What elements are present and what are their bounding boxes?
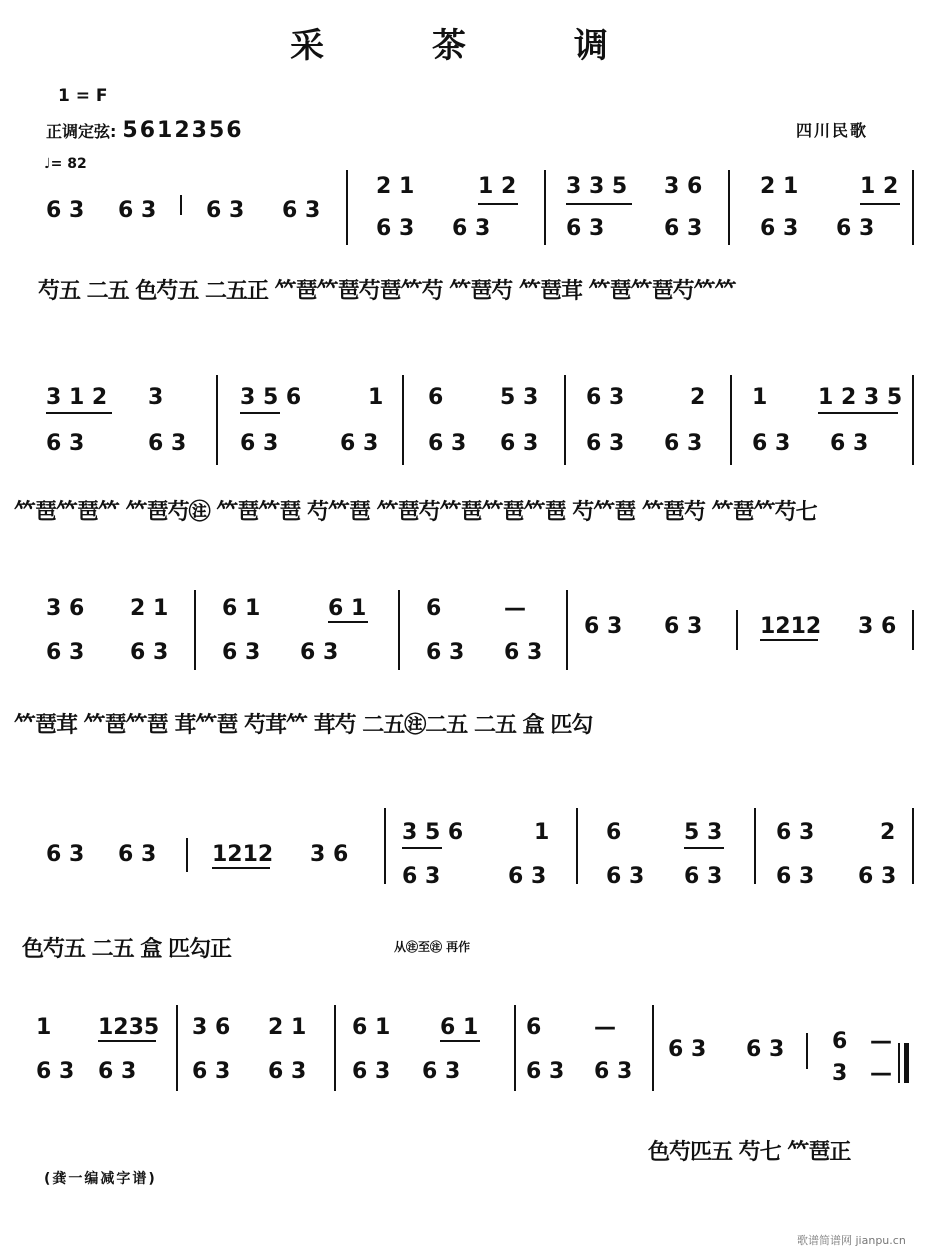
note: 3 6 — [310, 842, 349, 867]
note: 6 3 — [130, 640, 169, 665]
note: 6 — [426, 596, 442, 621]
note: 1 — [534, 820, 550, 845]
repeat-instruction: 从㊟至㊟ 再作 — [394, 940, 471, 954]
note: 3 6 — [664, 174, 703, 199]
note: 6 3 — [586, 385, 625, 410]
note: 6 3 — [526, 1059, 565, 1084]
note: 3 6 — [192, 1015, 231, 1040]
note: 6 — [832, 1029, 848, 1054]
tablature-line: 芍五 二五 色芍五 二五正 𥫗琶𥫗琶芍琶𥫗芍 𥫗琶芍 𥫗琶茸 𥫗琶𥫗琶芍𥫗𥫗 — [38, 278, 736, 304]
tablature-line: 𥫗琶茸 𥫗琶𥫗琶 茸𥫗琶 芍茸𥫗 茸芍 二五㊟二五 二五 盒 匹勾 — [14, 712, 593, 738]
note: 1 2 3 5 — [818, 385, 903, 410]
note: 6 3 — [836, 216, 875, 241]
note: 1212 — [212, 842, 274, 867]
song-origin: 四川民歌 — [796, 121, 869, 140]
note: 6 3 — [664, 216, 703, 241]
note: 1212 — [760, 614, 822, 639]
note: 6 1 — [328, 596, 367, 621]
note: 6 3 — [760, 216, 799, 241]
note: 2 1 — [760, 174, 799, 199]
note: 6 3 — [752, 431, 791, 456]
page-title: 采 茶 调 — [290, 26, 656, 66]
note: 6 3 — [428, 431, 467, 456]
note: 6 3 — [668, 1037, 707, 1062]
note: 6 3 — [504, 640, 543, 665]
note: 6 3 — [222, 640, 261, 665]
note: 5 3 — [684, 820, 723, 845]
note: 6 3 — [664, 431, 703, 456]
note: 6 3 — [206, 198, 245, 223]
note: 6 3 — [46, 640, 85, 665]
note: — — [504, 596, 526, 621]
note: 6 3 — [118, 842, 157, 867]
note: 2 — [690, 385, 706, 410]
note: 6 3 — [340, 431, 379, 456]
note: 6 3 — [98, 1059, 137, 1084]
note: 3 6 — [858, 614, 897, 639]
note: 6 3 — [594, 1059, 633, 1084]
note: 3 — [832, 1061, 848, 1086]
note: 3 5 6 — [402, 820, 464, 845]
note: 6 3 — [566, 216, 605, 241]
note: 6 3 — [858, 864, 897, 889]
note: 1 — [752, 385, 768, 410]
staff-system-3 — [0, 590, 946, 750]
note: 2 1 — [130, 596, 169, 621]
note: 3 3 5 — [566, 174, 628, 199]
tablature-line: 色芍五 二五 盒 匹勾正 — [22, 936, 231, 962]
note: — — [594, 1015, 616, 1040]
note: 6 3 — [452, 216, 491, 241]
note: 6 1 — [440, 1015, 479, 1040]
note: 6 3 — [684, 864, 723, 889]
note: 6 1 — [222, 596, 261, 621]
note: 6 — [428, 385, 444, 410]
note: 6 3 — [664, 614, 703, 639]
note: 6 — [606, 820, 622, 845]
note: 6 3 — [148, 431, 187, 456]
note: 6 3 — [118, 198, 157, 223]
note: 6 3 — [282, 198, 321, 223]
note: 6 3 — [586, 431, 625, 456]
note: 3 1 2 — [46, 385, 108, 410]
note: 6 — [526, 1015, 542, 1040]
staff-system-5 — [0, 1005, 946, 1165]
tuning-label: 正调定弦: — [46, 122, 117, 141]
note: 6 3 — [268, 1059, 307, 1084]
tablature-line: 𥫗琶𥫗琶𥫗 𥫗琶芍㊟ 𥫗琶𥫗琶 芍𥫗琶 𥫗琶芍𥫗琶𥫗琶𥫗琶 芍𥫗琶 𥫗琶芍 𥫗琶𥫗芍七 — [14, 499, 817, 525]
note: 6 3 — [830, 431, 869, 456]
note: 3 — [148, 385, 164, 410]
note: — — [870, 1061, 892, 1086]
note: 5 3 — [500, 385, 539, 410]
note: 6 3 — [402, 864, 441, 889]
note: 6 3 — [46, 842, 85, 867]
note: 6 3 — [376, 216, 415, 241]
note: 6 3 — [584, 614, 623, 639]
tuning-line — [46, 118, 244, 143]
note: 6 3 — [300, 640, 339, 665]
arranger-credit: (龚一编减字谱) — [44, 1171, 157, 1187]
note: 1 2 — [478, 174, 517, 199]
note: 6 3 — [776, 820, 815, 845]
note: 1 — [36, 1015, 52, 1040]
note: 1 2 — [860, 174, 899, 199]
note: 3 5 6 — [240, 385, 302, 410]
note: 6 3 — [240, 431, 279, 456]
note: 6 3 — [776, 864, 815, 889]
tempo-marking: ♩= 82 — [44, 156, 87, 172]
note: 6 3 — [508, 864, 547, 889]
note: 2 1 — [268, 1015, 307, 1040]
note: 6 3 — [36, 1059, 75, 1084]
note: 6 1 — [352, 1015, 391, 1040]
note: — — [870, 1029, 892, 1054]
note: 6 3 — [746, 1037, 785, 1062]
note: 6 3 — [352, 1059, 391, 1084]
note: 2 1 — [376, 174, 415, 199]
note: 6 3 — [606, 864, 645, 889]
note: 6 3 — [192, 1059, 231, 1084]
note: 6 3 — [46, 198, 85, 223]
tablature-line: 色芍匹五 芍七 𥫗琶正 — [648, 1139, 851, 1165]
note: 6 3 — [500, 431, 539, 456]
note: 6 3 — [422, 1059, 461, 1084]
note: 2 — [880, 820, 896, 845]
note: 6 3 — [46, 431, 85, 456]
tuning-notes: 5612356 — [122, 118, 244, 143]
staff-system-2 — [0, 375, 946, 535]
key-signature: 1 = F — [58, 86, 108, 106]
staff-system-1 — [0, 170, 946, 330]
note: 6 3 — [426, 640, 465, 665]
site-watermark: 歌谱简谱网 jianpu.cn — [797, 1234, 906, 1247]
staff-system-4 — [0, 808, 946, 968]
note: 1235 — [98, 1015, 160, 1040]
note: 3 6 — [46, 596, 85, 621]
note: 1 — [368, 385, 384, 410]
